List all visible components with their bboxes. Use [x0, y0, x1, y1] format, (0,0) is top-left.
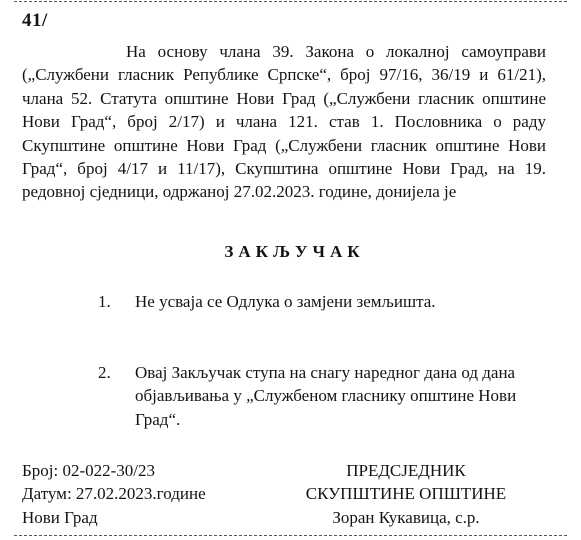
signatory-role-line1: ПРЕДСЈЕДНИК [346, 461, 466, 480]
signatory-name: Зоран Кукавица, с.р. [332, 507, 480, 527]
reference-number: Број: 02-022-30/23 [22, 461, 156, 480]
list-item-number: 1. [98, 292, 111, 311]
list-item-text: Овај Закључак ступа на снагу наредног дана од дана објављивања у „Службеном гласнику општине Нови Град“. [135, 363, 517, 429]
document-place: Нови Град [22, 507, 98, 527]
preamble-paragraph: На основу члана 39. Закона о локалној самоуправи („Службени гласник Републике Српске“, број 97/16, 36/19 и 61/21), члана 52. Статута општине Нови Град („Службени гласник општине Нови Град“, број 2/17) и члана 121. став 1. Пословника о раду Скупштине општине Нови Град („Службени гласник општине Нови Град“, број 4/17 и 11/17), Скупштина општине Нови Град, на 19. редовној сједници, одржаној 27.02.2023. године, донијела је [22, 42, 546, 202]
document-title: ЗАКЉУЧАК [224, 242, 365, 261]
document-date: Датум: 27.02.2023.године [22, 484, 206, 504]
list-item-text: Не усваја се Одлука о замјени земљишта. [135, 292, 436, 311]
document-number: 41/ [22, 10, 48, 31]
signature-block [280, 459, 532, 529]
bottom-divider [14, 535, 567, 536]
top-divider [14, 1, 567, 2]
list-item-number: 2. [98, 363, 111, 382]
signatory-role-line2: СКУПШТИНЕ ОПШТИНЕ [305, 484, 507, 504]
footer-left-block [22, 459, 206, 529]
